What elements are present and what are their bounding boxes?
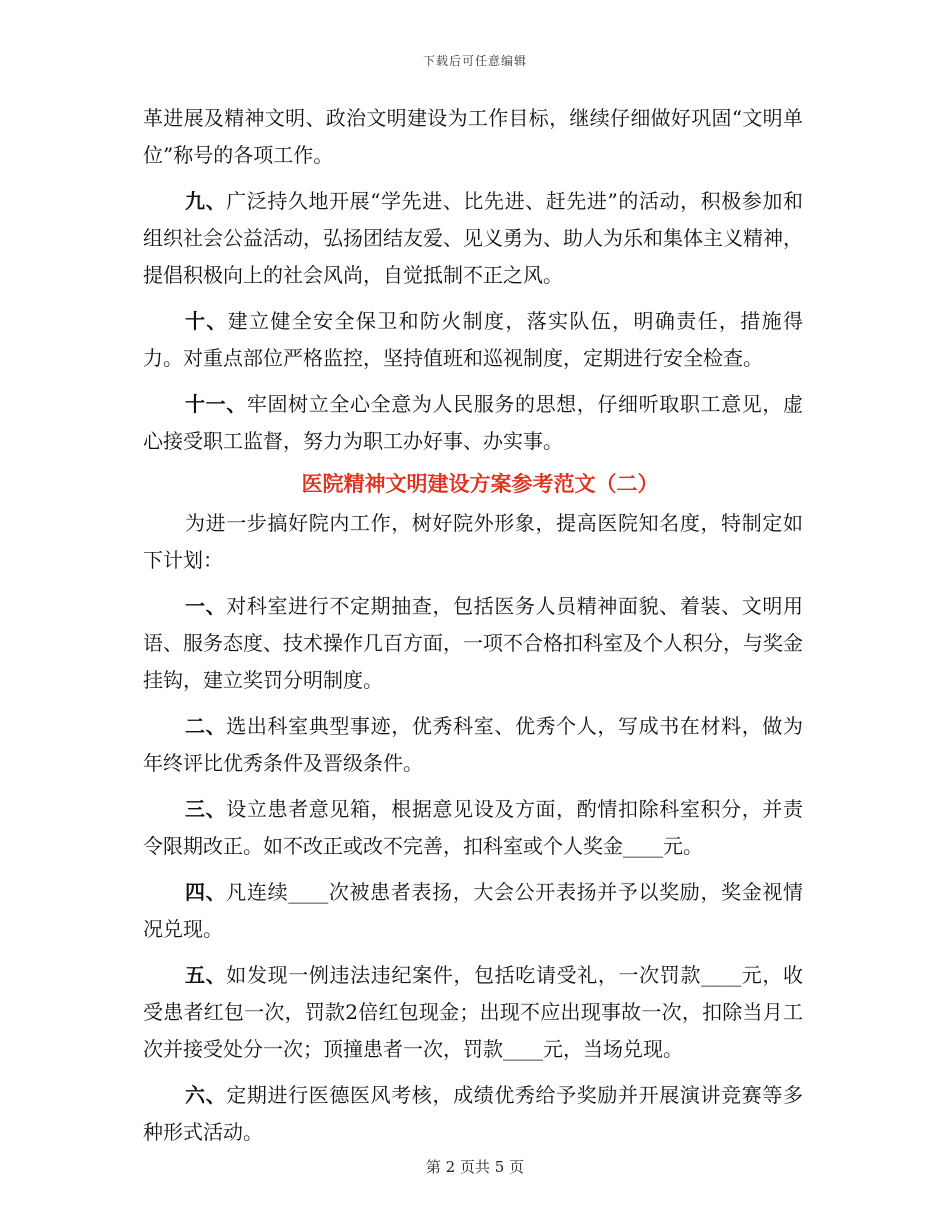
item-number: 四、 [185,880,227,904]
paragraph-item-2 [143,708,803,782]
paragraph-item-9 [143,183,803,294]
page-header: 下载后可任意编辑 [422,54,527,68]
item-text: 对科室进行不定期抽查，包括医务人员精神面貌、着装、文明用语、服务态度、技术操作几百方面，一项不合格扣科室及个人积分，与奖金挂钩，建立奖罚分明制度。 [143,594,804,692]
paragraph-item-11 [143,386,803,460]
item-number: 九、 [185,189,227,213]
item-text: 选出科室典型事迹，优秀科室、优秀个人，写成书在材料，做为年终评比优秀条件及晋级条件。 [143,714,804,775]
item-number: 十一、 [185,392,247,416]
paragraph-item-5 [143,957,803,1068]
paragraph-item-6 [143,1077,803,1151]
item-number: 六、 [185,1083,227,1107]
paragraph-item-10 [143,303,803,377]
item-number: 三、 [185,797,227,821]
item-text: 凡连续____次被患者表扬，大会公开表扬并予以奖励，奖金视情况兑现。 [143,880,804,941]
item-number: 十、 [185,309,228,333]
item-text: 如发现一例违法违纪案件，包括吃请受礼，一次罚款____元，收受患者红包一次，罚款2倍红包现金；出现不应出现事故一次，扣除当月工次并接受处分一次；顶撞患者一次，罚款____元，当场兑现。 [143,963,804,1061]
paragraph-item-3 [143,791,803,865]
item-text: 广泛持久地开展“学先进、比先进、赶先进”的活动，积极参加和组织社会公益活动，弘扬团结友爱、见义勇为、助人为乐和集体主义精神，提倡积极向上的社会风尚，自觉抵制不正之风。 [143,189,803,287]
item-number: 二、 [185,714,227,738]
paragraph-item-4 [143,874,803,948]
page-footer: 第 2 页共 5 页 [425,1158,525,1176]
document-body [143,100,803,1151]
item-text: 设立患者意见箱，根据意见设及方面，酌情扣除科室积分，并责令限期改正。如不改正或改不完善，扣科室或个人奖金____元。 [143,797,804,858]
item-text: 牢固树立全心全意为人民服务的思想，仔细听取职工意见，虚心接受职工监督，努力为职工办好事、办实事。 [143,392,804,453]
item-number: 一、 [185,594,227,618]
paragraph-continuation: 革进展及精神文明、政治文明建设为工作目标，继续仔细做好巩固“文明单位”称号的各项工作。 [143,106,803,167]
paragraph-item-1 [143,588,803,699]
item-number: 五、 [185,963,227,987]
item-text: 建立健全安全保卫和防火制度，落实队伍，明确责任，措施得力。对重点部位严格监控，坚持值班和巡视制度，定期进行安全检查。 [143,309,804,370]
section-title: 医院精神文明建设方案参考范文（二） [301,471,659,496]
paragraph-intro: 为进一步搞好院内工作，树好院外形象，提高医院知名度，特制定如下计划： [143,511,803,572]
item-text: 定期进行医德医风考核，成绩优秀给予奖励并开展演讲竞赛等多种形式活动。 [143,1083,804,1144]
